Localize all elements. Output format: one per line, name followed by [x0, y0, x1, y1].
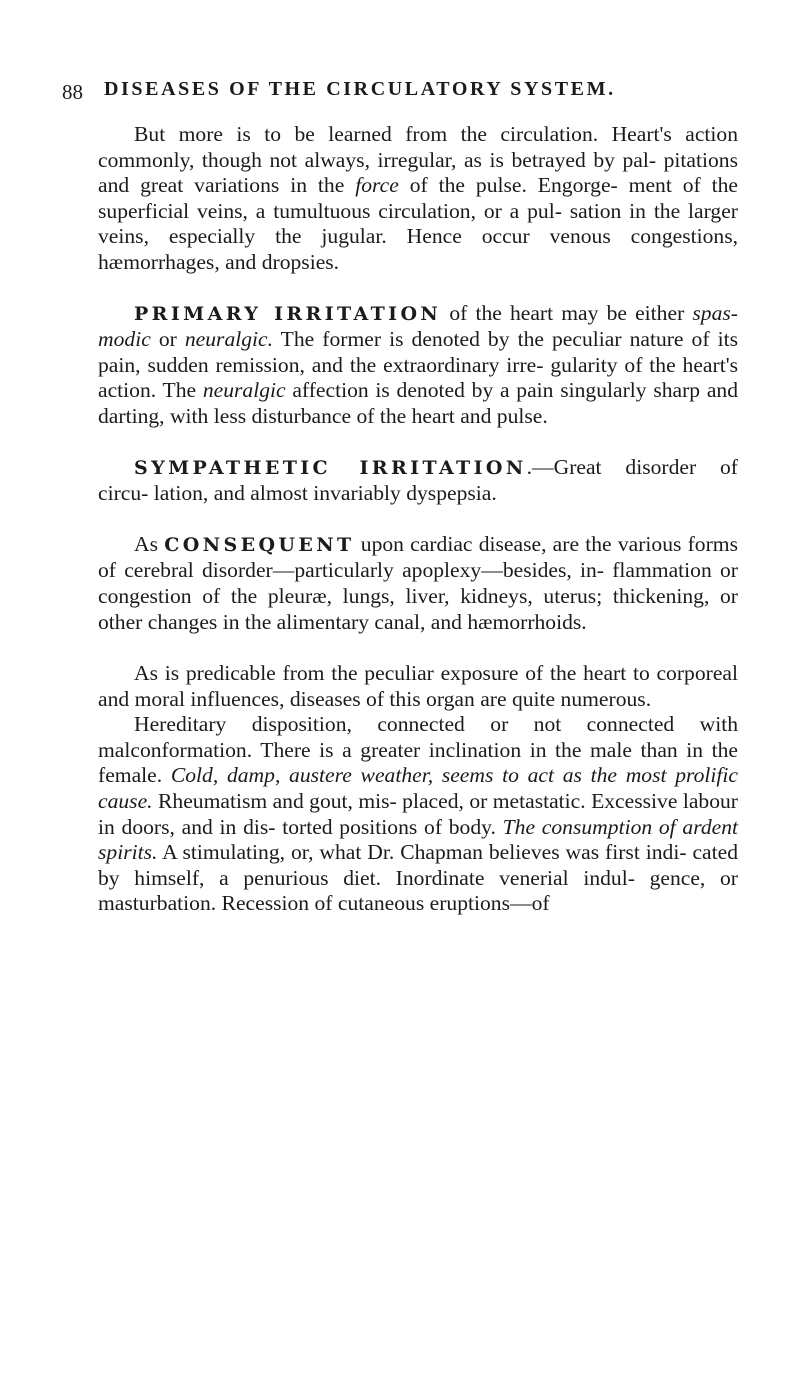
p2-italic-spasmodic: spas- modic	[98, 300, 738, 352]
paragraph-causes-list	[98, 712, 738, 917]
p2-italic-neuralgic-2: neuralgic	[202, 378, 286, 403]
body-text	[98, 122, 738, 917]
p4-text: upon cardiac disease, are the various forms of cerebral disorder—particularly apoplexy—besides, in- flammation or congestion of the pleuræ, lungs, liver, kidneys, uterus; thickening, or other changes in the alimentary canal, and hæmorrhoids.	[98, 531, 738, 634]
paragraph-circulation	[98, 122, 738, 276]
p2-text-c: The former is denoted by the peculiar nature of its pain, sudden remission, and the extraordinary irre- gularity of the heart's action. The	[98, 327, 738, 403]
p2-italic-neuralgic: neuralgic.	[184, 327, 274, 352]
p2-lead-primary-irritation: PRIMARY IRRITATION	[134, 302, 442, 325]
p6-text-c: A stimulating, or, what Dr. Chapman believes was first indi- cated by himself, a penurious diet. Inordinate venerial indul- gence, or masturbation. Recession of cutaneous eruptions—of	[98, 840, 738, 916]
p3-text: .—Great disorder of circu- lation, and almost invariably dyspepsia.	[98, 454, 738, 506]
p6-italic-weather: Cold, damp, austere weather, seems to act as the most prolific cause.	[98, 763, 738, 814]
p4-lead-consequent: CONSEQUENT	[164, 533, 355, 556]
page-number: 88	[62, 80, 83, 104]
p4-pre: As	[134, 531, 165, 556]
p6-text-b: Rheumatism and gout, mis- placed, or metastatic. Excessive labour in doors, and in dis- torted positions of body.	[98, 789, 738, 839]
p6-italic-spirits: The consumption of ardent spirits.	[98, 814, 738, 865]
running-head	[62, 70, 762, 110]
p6-text-a: Hereditary disposition, connected or not connected with malconformation. There is a greater inclination in the male than in the female.	[98, 712, 738, 788]
paragraph-causes-intro: As is predicable from the peculiar exposure of the heart to corporeal and moral influences, diseases of this organ are quite numerous.	[98, 661, 738, 711]
p1-text-b: of the pulse. Engorge- ment of the superficial veins, a tumultuous circulation, or a pul- sation in the larger veins, especially the jugular. Hence occur venous congestions, hæmorrhages, and dropsies.	[98, 173, 739, 274]
paragraph-consequent	[98, 532, 738, 635]
p2-text-a: of the heart may be either	[441, 300, 693, 325]
running-title: DISEASES OF THE CIRCULATORY SYSTEM.	[104, 78, 616, 100]
p1-text-a: But more is to be learned from the circulation. Heart's action commonly, though not always, irregular, as is betrayed by pal- pitations and great variations in the	[98, 122, 738, 198]
p1-italic-force: force	[355, 173, 399, 198]
p2-text-b: or	[150, 327, 185, 352]
paragraph-primary-irritation	[98, 301, 738, 430]
p2-text-d: affection is denoted by a pain singularly sharp and darting, with less disturbance of the heart and pulse.	[98, 378, 739, 428]
p3-lead-sympathetic-irritation: SYMPATHETIC IRRITATION	[134, 456, 527, 479]
paragraph-sympathetic-irritation	[98, 455, 738, 507]
